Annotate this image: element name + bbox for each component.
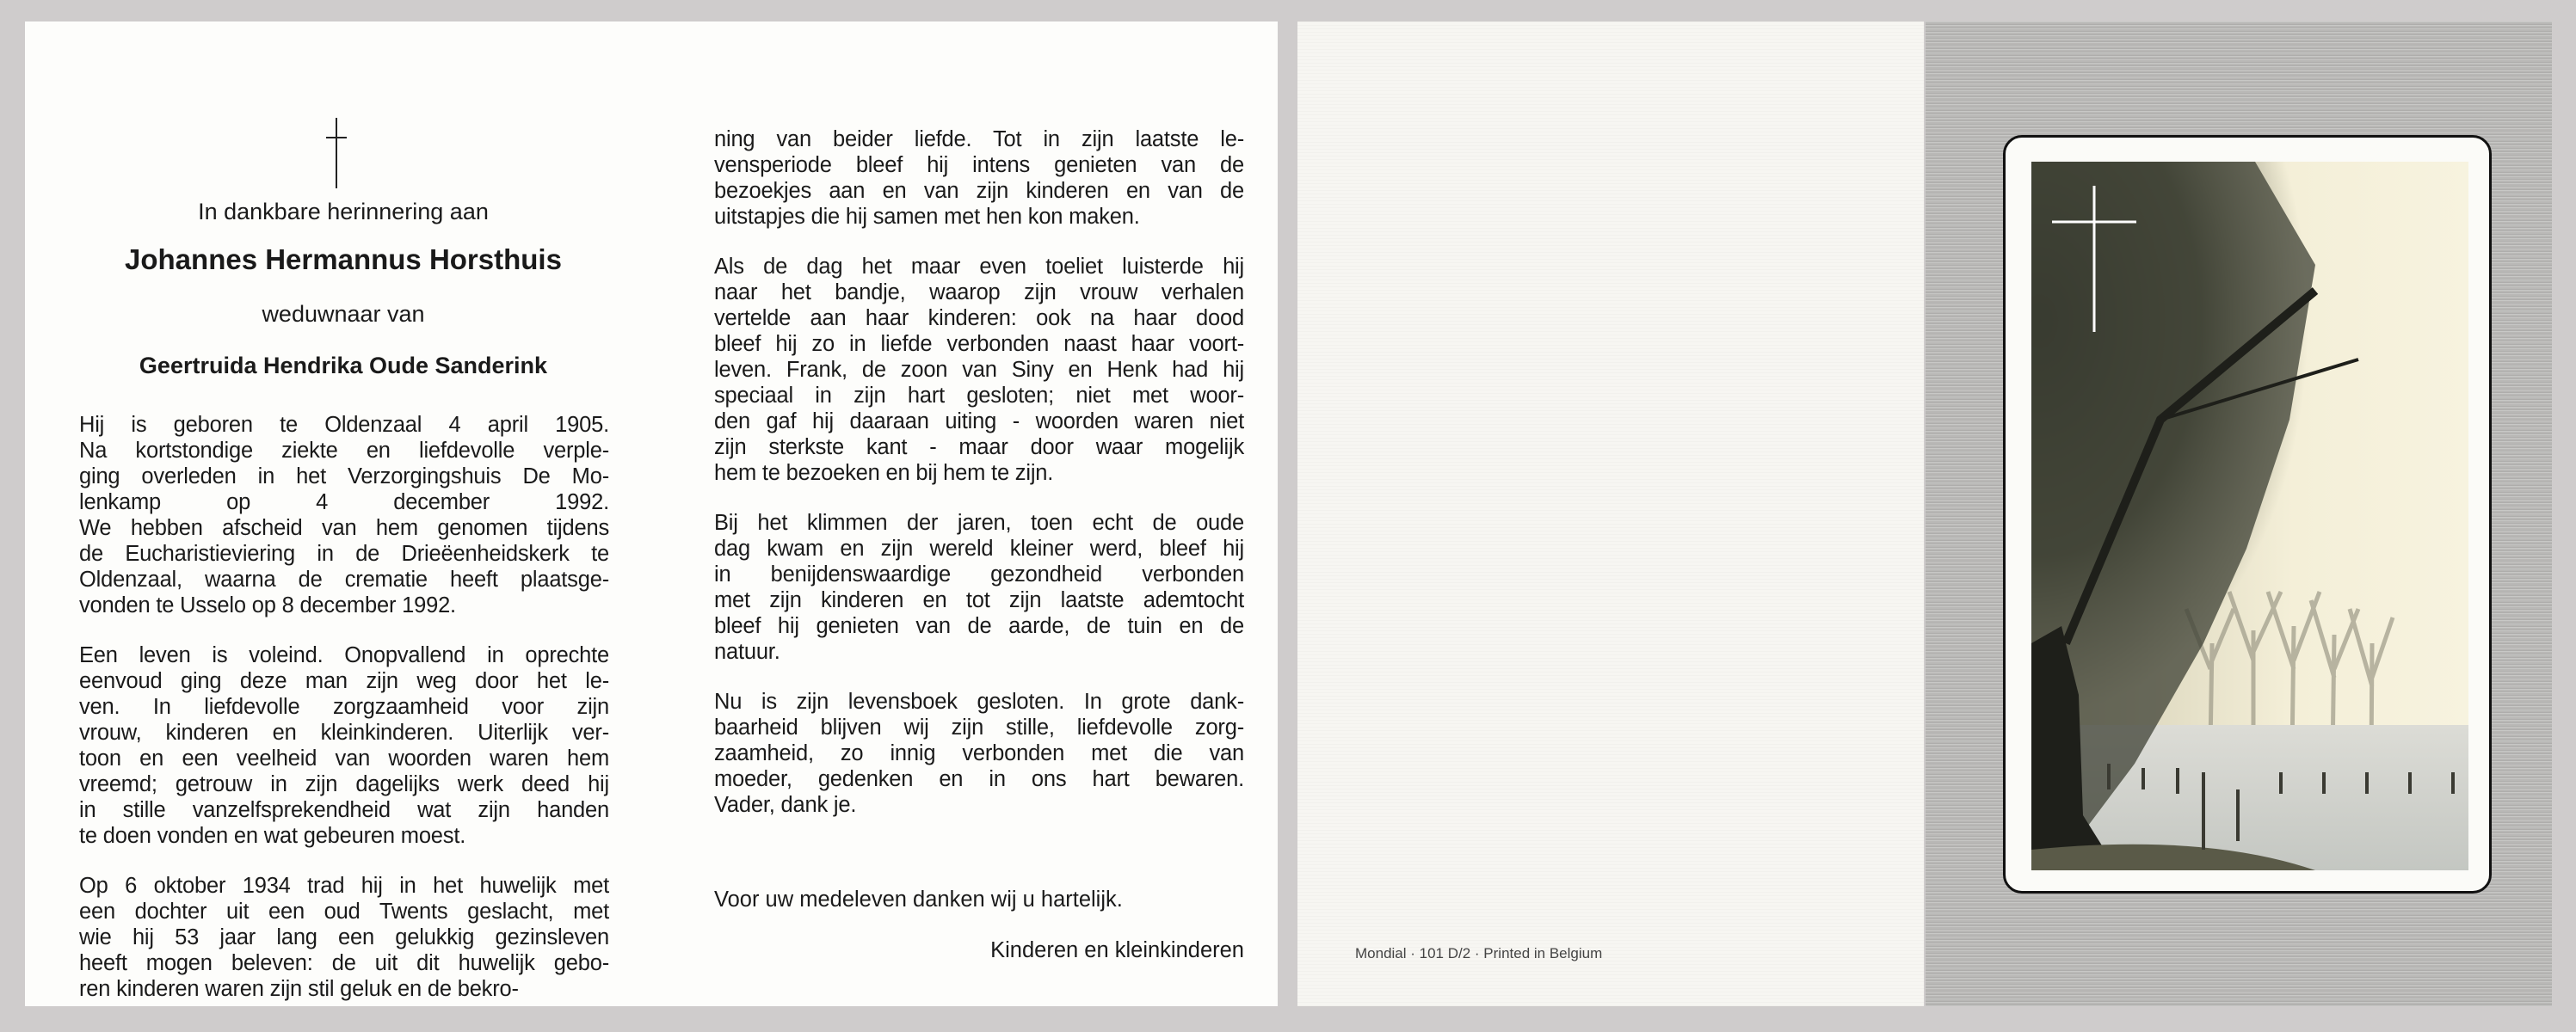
text-line: naar het bandje, waarop zijn vrouw verhalen bbox=[714, 280, 1244, 304]
text-line: Oldenzaal, waarna de crematie heeft plaatsge- bbox=[79, 568, 609, 592]
text-line: ning van beider liefde. Tot in zijn laatste le- bbox=[714, 127, 1244, 151]
text-line: lenkamp op 4 december 1992. bbox=[79, 490, 609, 514]
text-line: een dochter uit een oud Twents geslacht, met bbox=[79, 900, 609, 924]
text-column-1 bbox=[79, 412, 609, 1026]
text-line: zijn sterkste kant - maar door waar mogelijk bbox=[714, 435, 1244, 459]
text-line: ven. In liefdevolle zorgzaamheid voor zijn bbox=[79, 695, 609, 719]
text-line: de Eucharistieviering in de Drieëenheidskerk te bbox=[79, 542, 609, 566]
paragraph bbox=[714, 510, 1244, 665]
text-line: ging overleden in het Verzorgingshuis De Mo- bbox=[79, 464, 609, 488]
text-line: eenvoud ging deze man zijn weg door het le- bbox=[79, 669, 609, 693]
photo-frame bbox=[2003, 135, 2492, 894]
text-line: in stille vanzelfsprekendheid wat zijn handen bbox=[79, 798, 609, 822]
text-line: uitstapjes die hij samen met hen kon maken. bbox=[714, 205, 1140, 229]
text-line: ren kinderen waren zijn stil geluk en de bekro- bbox=[79, 977, 519, 1001]
text-line: in benijdenswaardige gezondheid verbonden bbox=[714, 562, 1244, 587]
text-line: toon en een veelheid van woorden waren hem bbox=[79, 746, 609, 771]
text-line: Na kortstondige ziekte en liefdevolle verple- bbox=[79, 439, 609, 463]
text-line: moeder, gedenken en in ons hart bewaren. bbox=[714, 767, 1244, 791]
text-line: wie hij 53 jaar lang een gelukkig gezinsleven bbox=[79, 925, 609, 949]
text-line: heeft mogen beleven: de uit dit huwelijk gebo- bbox=[79, 951, 609, 975]
text-line: vreemd; getrouw in zijn dagelijks werk deed hij bbox=[79, 772, 609, 796]
text-line: bleef hij genieten van de aarde, de tuin en de bbox=[714, 614, 1244, 638]
paragraph bbox=[79, 873, 609, 1002]
printer-imprint: Mondial · 101 D/2 · Printed in Belgium bbox=[1355, 945, 1603, 961]
text-line: vertelde aan haar kinderen: ook na haar dood bbox=[714, 306, 1244, 330]
text-line: baarheid blijven wij zijn stille, liefdevolle zorg- bbox=[714, 716, 1244, 740]
text-line: Als de dag het maar even toeliet luisterde hij bbox=[714, 255, 1244, 279]
paragraph bbox=[79, 412, 609, 618]
text-line: Nu is zijn levensboek gesloten. In grote dank- bbox=[714, 690, 1244, 714]
text-line: speciaal in zijn hart gesloten; niet met woor- bbox=[714, 384, 1244, 408]
text-line: vrouw, kinderen en kleinkinderen. Uiterlijk ver- bbox=[79, 721, 609, 745]
text-line: hem te bezoeken en bij hem te zijn. bbox=[714, 461, 1054, 485]
paragraph bbox=[714, 126, 1244, 230]
relation-label: weduwnaar van bbox=[262, 301, 425, 327]
cross-icon bbox=[326, 118, 347, 188]
inner-blank-page bbox=[1297, 22, 1924, 1006]
text-line: den gaf hij daaraan uiting - woorden waren niet bbox=[714, 409, 1244, 433]
text-line: dag kwam en zijn wereld kleiner werd, bleef hij bbox=[714, 537, 1244, 561]
paragraph bbox=[714, 689, 1244, 818]
text-line: te doen vonden en wat gebeuren moest. bbox=[79, 824, 466, 848]
thanks-line: Voor uw medeleven danken wij u hartelijk. bbox=[714, 888, 1123, 912]
text-line: natuur. bbox=[714, 640, 780, 664]
text-line: vonden te Usselo op 8 december 1992. bbox=[79, 593, 456, 617]
text-line: bezoekjes aan en van zijn kinderen en van de bbox=[714, 179, 1244, 203]
left-page bbox=[25, 22, 1278, 1006]
text-line: met zijn kinderen en tot zijn laatste ademtocht bbox=[714, 588, 1244, 612]
text-line: bleef hij zo in liefde verbonden naast haar voort- bbox=[714, 332, 1244, 356]
paragraph bbox=[79, 642, 609, 849]
signature: Kinderen en kleinkinderen bbox=[990, 938, 1244, 962]
text-line: Bij het klimmen der jaren, toen echt de oude bbox=[714, 511, 1244, 535]
text-line: We hebben afscheid van hem genomen tijdens bbox=[79, 516, 609, 540]
text-line: Een leven is voleind. Onopvallend in oprechte bbox=[79, 643, 609, 667]
landscape-photo bbox=[2031, 162, 2468, 870]
paragraph bbox=[714, 254, 1244, 486]
text-line: Hij is geboren te Oldenzaal 4 april 1905. bbox=[79, 413, 609, 437]
text-line: zaamheid, zo innig verbonden met die van bbox=[714, 741, 1244, 765]
text-line: leven. Frank, de zoon van Siny en Henk had hij bbox=[714, 358, 1244, 382]
cover-page bbox=[1926, 22, 2552, 1006]
memorial-heading: In dankbare herinnering aan bbox=[198, 199, 489, 224]
text-line: vensperiode bleef hij intens genieten van de bbox=[714, 153, 1244, 177]
text-line: Vader, dank je. bbox=[714, 793, 857, 817]
deceased-name: Johannes Hermannus Horsthuis bbox=[125, 243, 562, 275]
spouse-name: Geertruida Hendrika Oude Sanderink bbox=[139, 353, 548, 378]
text-column-2 bbox=[714, 126, 1244, 842]
text-line: Op 6 oktober 1934 trad hij in het huwelijk met bbox=[79, 874, 609, 898]
